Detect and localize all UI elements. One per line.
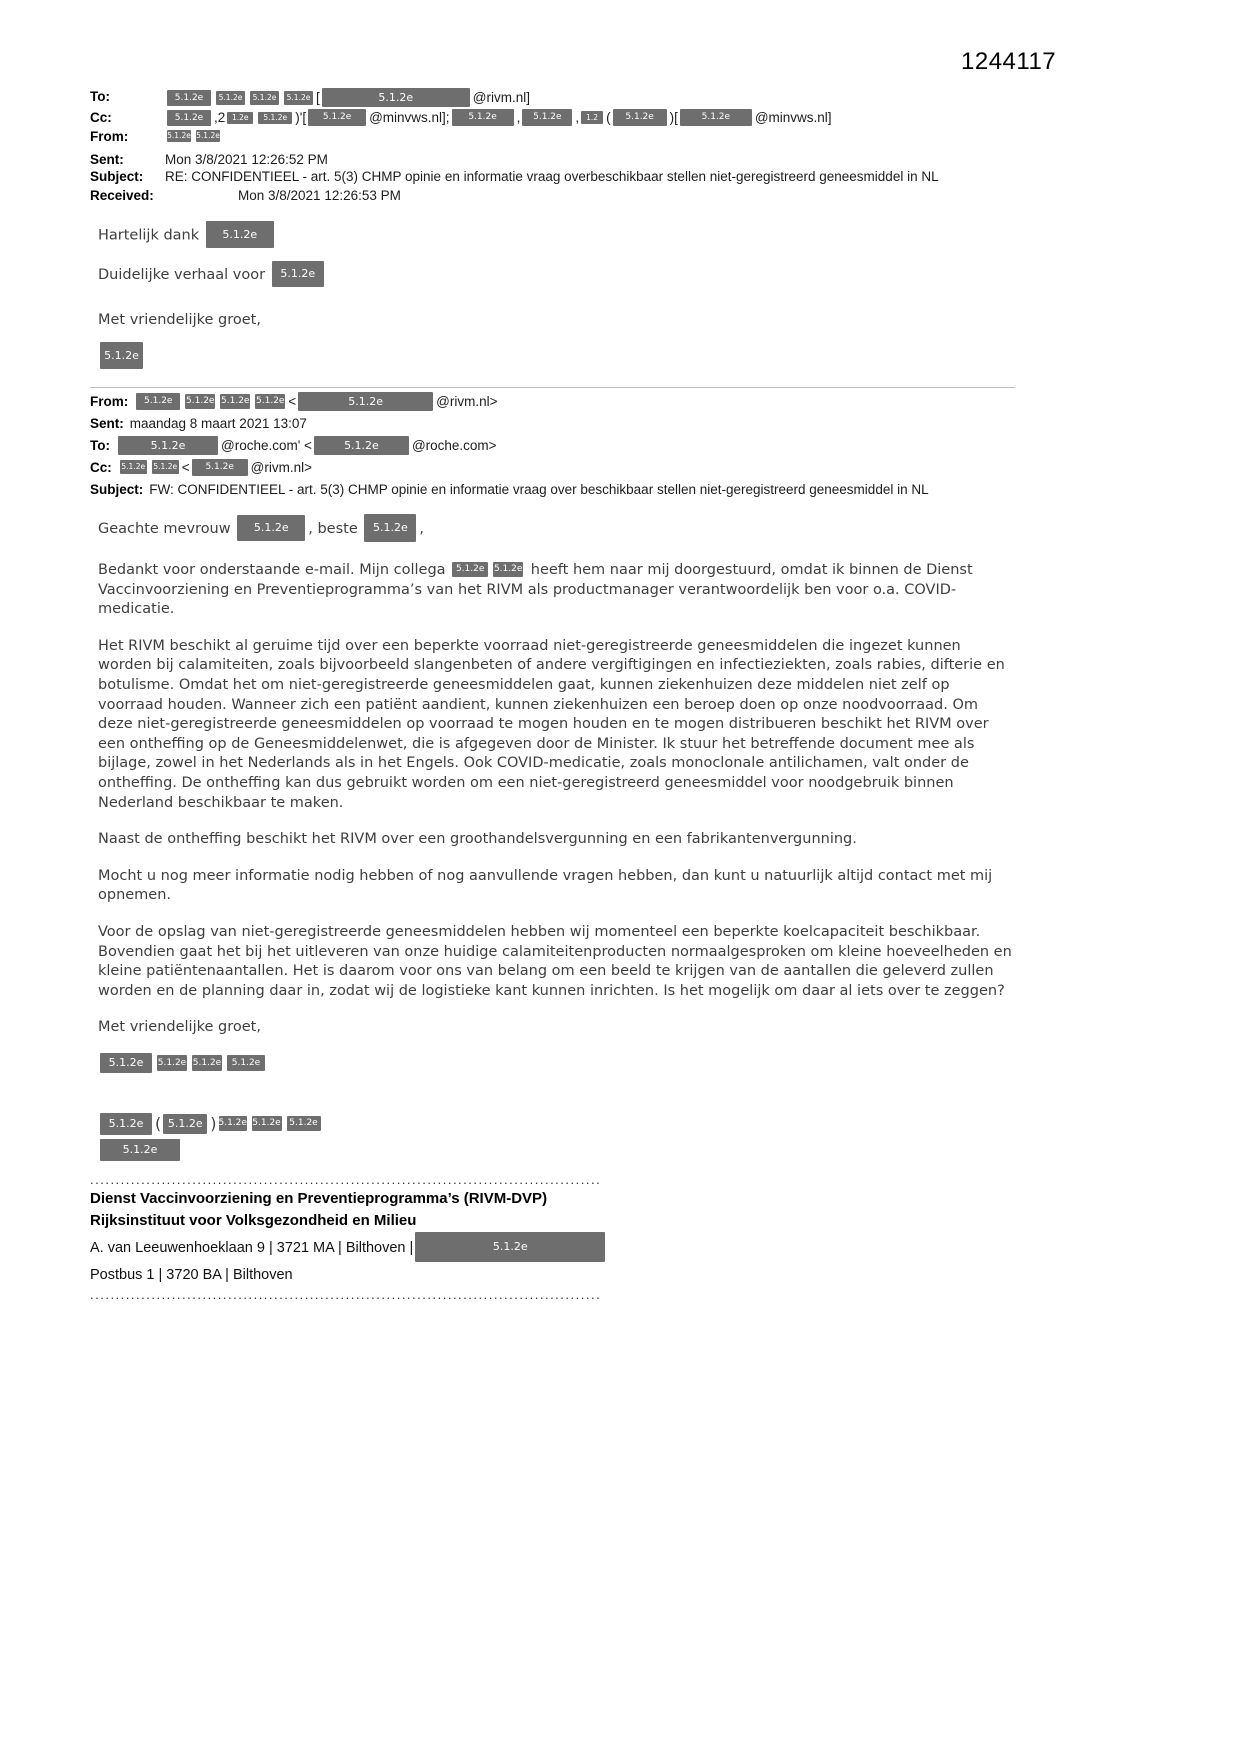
redaction-box: 5.1.2e [272,261,324,287]
redaction-box: 5.1.2e [287,1116,321,1131]
signature-name-redactions [90,1053,1015,1076]
header-label-from: From: [90,129,129,144]
quoted-label-cc: Cc: [90,460,112,475]
paragraph-thanks-forwarded [90,561,1013,620]
text-segment: Mocht u nog meer informatie nodig hebben of nog aanvullende vragen hebben, dan kunt u natuurlijk altijd contact met mij opnemen. [98,867,993,904]
text-segment: Duidelijke verhaal voor [98,267,270,283]
quoted-label-sent: Sent: [90,416,124,431]
redaction-box: 5.1.2e [220,394,250,409]
signature-footer [90,1171,1015,1303]
reply-line-clear-story [90,261,1015,289]
text-segment: maandag 8 maart 2021 13:07 [129,416,307,431]
text-segment: , beste [308,521,363,537]
reply-signature-redaction [90,342,1015,371]
email-header [90,88,1015,204]
redaction-box: 5.1.2e [284,91,313,105]
redaction-box: 5.1.2e [120,460,147,474]
redaction-box: 1.2e [227,112,253,124]
reply-line-regards [90,310,1015,330]
postbus-line: Postbus 1 | 3720 BA | Bilthoven [90,1267,293,1284]
header-row-cc [90,109,1015,128]
redaction-box: 5.1.2e [452,109,514,126]
header-value-to [165,90,530,105]
redaction-box: 5.1.2e [255,394,285,409]
redaction-box: 5.1.2e [100,1053,152,1073]
redaction-box: 5.1.2e [252,1116,282,1131]
quoted-label-from: From: [90,394,129,409]
text-segment: < [181,460,190,475]
redaction-box: 5.1.2e [219,1116,247,1131]
header-label-received: Received: [90,188,154,203]
redaction-box: 5.1.2e [452,562,488,577]
document-number: 1244117 [961,48,1057,75]
text-segment: ( [155,1114,162,1134]
redaction-box: 5.1.2e [415,1232,605,1262]
text-segment: ( [606,110,611,126]
text-segment: FW: CONFIDENTIEEL - art. 5(3) CHMP opinie en informatie vraag over beschikbaar stellen niet-geregistreerd geneesmiddel in NL [149,482,929,497]
quoted-row-subject [90,479,1015,501]
header-row-received [90,187,1015,204]
quoted-value-cc [118,460,312,475]
redaction-box: 5.1.2e [308,109,366,126]
header-value-from [165,129,223,144]
text-segment: , [516,110,521,126]
text-segment: ,2 [214,110,226,126]
redaction-box: 5.1.2e [364,514,416,542]
text-segment: Bedankt voor onderstaande e-mail. Mijn collega [98,562,451,578]
text-segment: , [575,110,580,126]
header-value-cc [165,110,832,125]
quoted-label-subject: Subject: [90,482,144,497]
quoted-value-to [116,438,497,453]
redaction-box: 5.1.2e [136,393,180,410]
text-segment: Mon 3/8/2021 12:26:52 PM [165,152,328,167]
text-segment: A. van Leeuwenhoeklaan 9 | 3721 MA | Bilthoven | [90,1240,414,1257]
reply-line-thanks [90,221,1015,250]
greeting-line [90,514,1013,544]
text-segment: )[ [669,110,678,126]
redaction-box: 5.1.2e [613,109,667,126]
paragraph-contact [90,867,1013,906]
header-row-sent [90,151,1015,168]
quoted-value-from [134,394,497,409]
signature-extra-redaction [90,1139,1015,1164]
text-segment: @roche.com' < [221,438,312,453]
text-segment: @rivm.nl] [472,90,530,106]
redaction-box: 5.1.2e [237,515,305,541]
org-name-line2: Rijksinstituut voor Volksgezondheid en Milieu [90,1212,417,1230]
quoted-value-sent [130,416,307,431]
text-segment: Naast de ontheffing beschikt het RIVM over een groothandelsvergunning en een fabrikantenvergunning. [98,831,857,848]
redaction-box: 5.1.2e [167,90,211,106]
text-segment: RE: CONFIDENTIEEL - art. 5(3) CHMP opinie en informatie vraag overbeschikbaar stellen niet-geregistreerd geneesmiddel in NL [165,169,939,184]
quoted-value-subject [149,482,928,497]
redaction-box: 5.1.2e [118,436,218,455]
redaction-box: 5.1.2e [100,342,143,369]
text-segment: < [288,394,297,409]
quoted-row-sent [90,413,1015,435]
text-segment: Met vriendelijke groet, [98,312,261,328]
text-segment: @minvws.nl] [754,110,832,126]
quoted-label-to: To: [90,438,110,453]
redaction-box: 5.1.2e [167,131,191,141]
email-content [90,88,1015,1303]
redaction-box: 5.1.2e [314,436,409,455]
text-segment: heeft hem naar mij doorgestuurd, omdat ik binnen de Dienst Vaccinvoorziening en Preventieprogramma’s van het RIVM als productmanager verantwoordelijk ben voor o.a. COVID-medicatie. [98,562,973,618]
redaction-box: 5.1.2e [100,1139,180,1161]
redaction-box: 5.1.2e [227,1055,265,1071]
header-value-subject [165,169,939,184]
redaction-box: 5.1.2e [322,88,470,107]
text-segment: ) [210,1114,217,1134]
dotted-divider-bottom: .................................................................................................... [90,1287,602,1303]
org-name-line1: Dienst Vaccinvoorziening en Preventieprogramma’s (RIVM-DVP) [90,1190,548,1208]
redaction-box: 5.1.2e [216,91,245,105]
signature-role-redactions [90,1112,1015,1137]
dotted-divider-top: .................................................................................................... [90,1172,602,1188]
text-segment: Voor de opslag van niet-geregistreerde geneesmiddelen hebben wij momenteel een beperkte koelcapaciteit beschikbaar. Bovendien gaat het bij het uitleveren van onze huidige calamiteitenproducten normaalgesproken om kleine hoeveelheden en kleine patiëntenaantallen. Het is daarom voor ons van belang om een beeld te krijgen van de aantallen die geleverd zullen worden en de planning daar in, zodat wij de logistieke kant kunnen inrichten. Is het mogelijk om daar al iets over te zeggen? [98,923,1012,999]
paragraph-licenses [90,830,1013,850]
text-segment: , [419,521,424,537]
text-segment: @rivm.nl> [436,394,498,409]
redaction-box: 5.1.2e [206,221,274,248]
redaction-box: 5.1.2e [522,109,572,126]
header-label-sent: Sent: [90,152,124,167]
redaction-box: 5.1.2e [157,1055,187,1071]
text-segment: Met vriendelijke groet, [98,1019,261,1036]
text-segment: )'[ [295,110,307,126]
redaction-box: 5.1.2e [493,562,523,577]
text-segment: Hartelijk dank [98,227,204,244]
header-value-sent [165,152,328,167]
header-label-subject: Subject: [90,169,144,184]
text-segment: @minvws.nl]; [369,110,450,126]
redaction-box: 5.1.2e [196,131,220,141]
quoted-row-to [90,435,1015,457]
header-row-from [90,128,1015,145]
header-value-received [238,188,401,203]
redaction-box: 1.2 [581,111,603,124]
header-label-to: To: [90,89,110,104]
closing-line [90,1018,1013,1038]
quoted-row-from [90,391,1015,413]
redaction-box: 5.1.2e [100,1113,152,1135]
redaction-box: 5.1.2e [298,392,433,411]
text-segment: @rivm.nl> [250,460,312,475]
redaction-box: 5.1.2e [258,112,292,124]
text-segment: @roche.com> [411,438,497,453]
text-segment: Mon 3/8/2021 12:26:53 PM [238,188,401,203]
paragraph-storage [90,923,1013,1001]
redaction-box: 5.1.2e [185,394,215,409]
redaction-box: 5.1.2e [167,110,211,126]
quoted-row-cc [90,457,1015,479]
redaction-box: 5.1.2e [192,1055,222,1071]
header-row-subject [90,168,1015,185]
redaction-box: 5.1.2e [163,1114,207,1134]
redaction-box: 5.1.2e [152,460,179,474]
redaction-box: 5.1.2e [680,109,752,126]
text-segment: [ [316,90,320,106]
quoted-email-header [90,387,1015,501]
address-line [90,1232,1015,1264]
header-row-to [90,88,1015,109]
paragraph-rivm-stock [90,637,1013,813]
text-segment: Geachte mevrouw [98,521,236,537]
redaction-box: 5.1.2e [250,91,279,105]
redaction-box: 5.1.2e [192,459,248,476]
text-segment: Het RIVM beschikt al geruime tijd over een beperkte voorraad niet-geregistreerde geneesmiddelen die ingezet kunnen worden bij calamiteiten, zoals bijvoorbeeld slangenbeten of andere vergiftigingen en infectieziekten, zoals rabies, difterie en botulisme. Omdat het om niet-geregistreerde geneesmiddelen gaat, kunnen ziekenhuizen deze middelen niet zelf op voorraad houden. Wanneer zich een patiënt aandient, kunnen ziekenhuizen een beroep doen op onze noodvoorraad. Om deze niet-geregistreerde geneesmiddelen op voorraad te mogen houden en te mogen distribueren beschikt het RIVM over een ontheffing op de Geneesmiddelenwet, die is afgegeven door de Minister. Ik stuur het betreffende document mee als bijlage, zowel in het Nederlands als in het Engels. Ook COVID-medicatie, zoals monoclonale antilichamen, valt onder de ontheffing. De ontheffing kan dus gebruikt worden om een niet-geregistreerd geneesmiddel voor noodgebruik binnen Nederland beschikbaar te maken. [98,637,1005,811]
header-label-cc: Cc: [90,110,112,125]
